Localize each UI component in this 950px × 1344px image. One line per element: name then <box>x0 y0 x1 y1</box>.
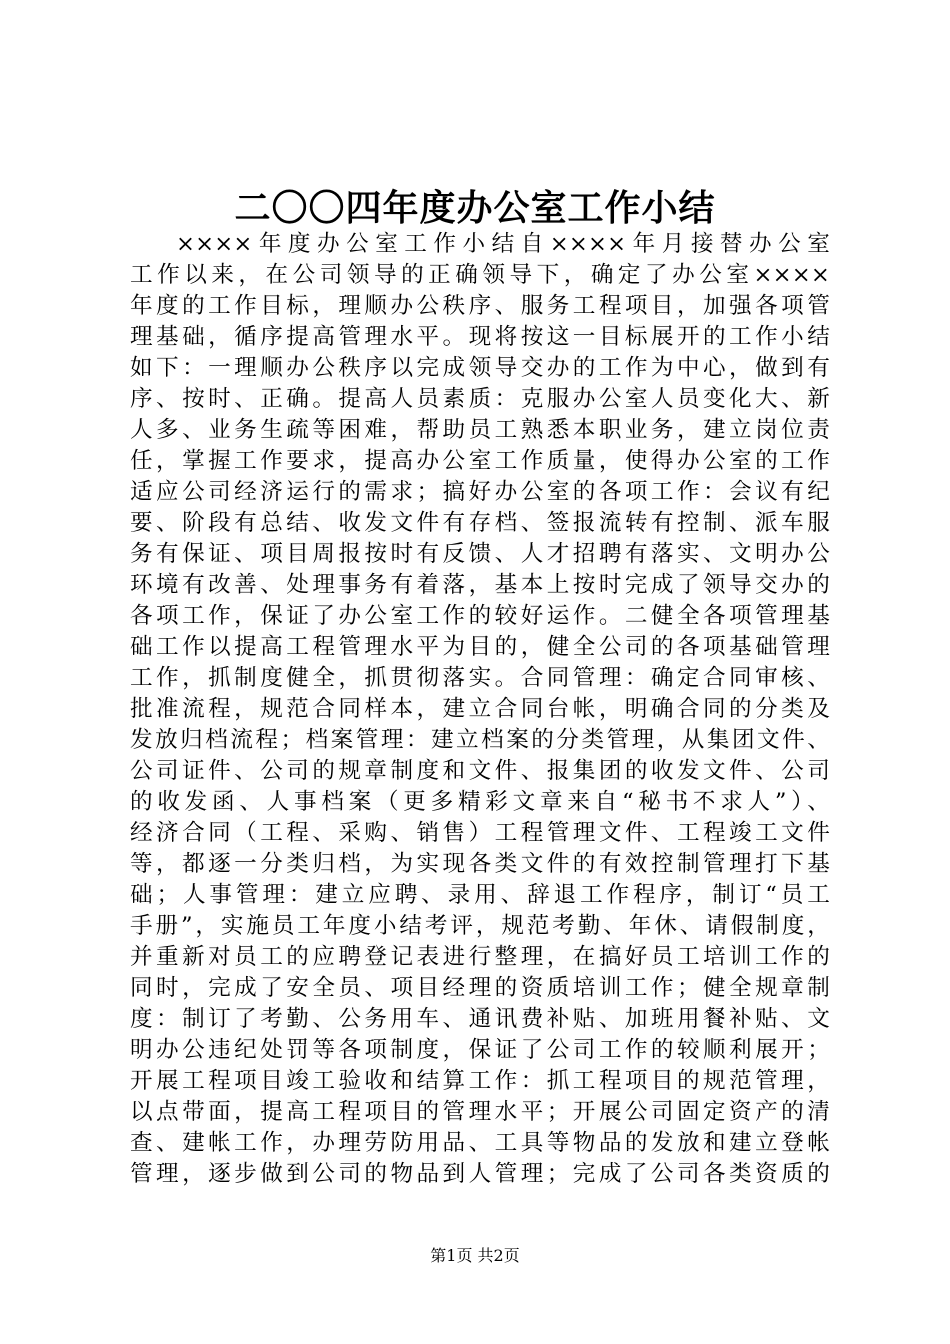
body-line: 人多、业务生疏等困难，帮助员工熟悉本职业务，建立岗位责 <box>130 417 830 443</box>
body-line: 工作，抓制度健全，抓贯彻落实。合同管理：确定合同审核、 <box>130 665 830 691</box>
body-line: 经济合同（工程、采购、销售）工程管理文件、工程竣工文件 <box>130 820 830 846</box>
body-line: 理基础，循序提高管理水平。现将按这一目标展开的工作小结 <box>130 324 830 350</box>
body-line: 的收发函、人事档案（更多精彩文章来自“秘书不求人”）、 <box>130 789 830 815</box>
document-title: 二〇〇四年度办公室工作小结 <box>234 187 716 229</box>
body-line: 发放归档流程；档案管理：建立档案的分类管理，从集团文件、 <box>130 727 830 753</box>
body-line: 公司证件、公司的规章制度和文件、报集团的收发文件、公司 <box>130 758 830 784</box>
body-line: 度：制订了考勤、公务用车、通讯费补贴、加班用餐补贴、文 <box>130 1006 830 1032</box>
body-line: 各项工作，保证了办公室工作的较好运作。二健全各项管理基 <box>130 603 830 629</box>
body-line: 环境有改善、处理事务有着落，基本上按时完成了领导交办的 <box>130 572 830 598</box>
body-line: 要、阶段有总结、收发文件有存档、签报流转有控制、派车服 <box>130 510 830 536</box>
body-line: 以点带面，提高工程项目的管理水平；开展公司固定资产的清 <box>130 1099 830 1125</box>
body-line: ××××年度办公室工作小结自××××年月接替办公室 <box>176 231 830 257</box>
body-line: 手册”，实施员工年度小结考评，规范考勤、年休、请假制度， <box>130 913 830 939</box>
body-line: 管理，逐步做到公司的物品到人管理；完成了公司各类资质的 <box>130 1161 830 1187</box>
body-line: 同时，完成了安全员、项目经理的资质培训工作；健全规章制 <box>130 975 830 1001</box>
page-footer: 第1页 共2页 <box>430 1246 520 1265</box>
body-line: 务有保证、项目周报按时有反馈、人才招聘有落实、文明办公 <box>130 541 830 567</box>
body-line: 础；人事管理：建立应聘、录用、辞退工作程序，制订“员工 <box>130 882 830 908</box>
body-line: 查、建帐工作，办理劳防用品、工具等物品的发放和建立登帐 <box>130 1130 830 1156</box>
body-line: 批准流程，规范合同样本，建立合同台帐，明确合同的分类及 <box>130 696 830 722</box>
body-line: 任，掌握工作要求，提高办公室工作质量，使得办公室的工作 <box>130 448 830 474</box>
body-line: 序、按时、正确。提高人员素质：克服办公室人员变化大、新 <box>130 386 830 412</box>
body-line: 如下：一理顺办公秩序以完成领导交办的工作为中心，做到有 <box>130 355 830 381</box>
body-line: 适应公司经济运行的需求；搞好办公室的各项工作：会议有纪 <box>130 479 830 505</box>
body-line: 明办公违纪处罚等各项制度，保证了公司工作的较顺利展开； <box>130 1037 830 1063</box>
body-line: 等，都逐一分类归档，为实现各类文件的有效控制管理打下基 <box>130 851 830 877</box>
body-line: 年度的工作目标，理顺办公秩序、服务工程项目，加强各项管 <box>130 293 830 319</box>
body-line: 础工作以提高工程管理水平为目的，健全公司的各项基础管理 <box>130 634 830 660</box>
body-line: 开展工程项目竣工验收和结算工作：抓工程项目的规范管理， <box>130 1068 830 1094</box>
body-line: 并重新对员工的应聘登记表进行整理，在搞好员工培训工作的 <box>130 944 830 970</box>
body-line: 工作以来，在公司领导的正确领导下，确定了办公室×××× <box>130 262 830 288</box>
document-body <box>130 229 830 1190</box>
